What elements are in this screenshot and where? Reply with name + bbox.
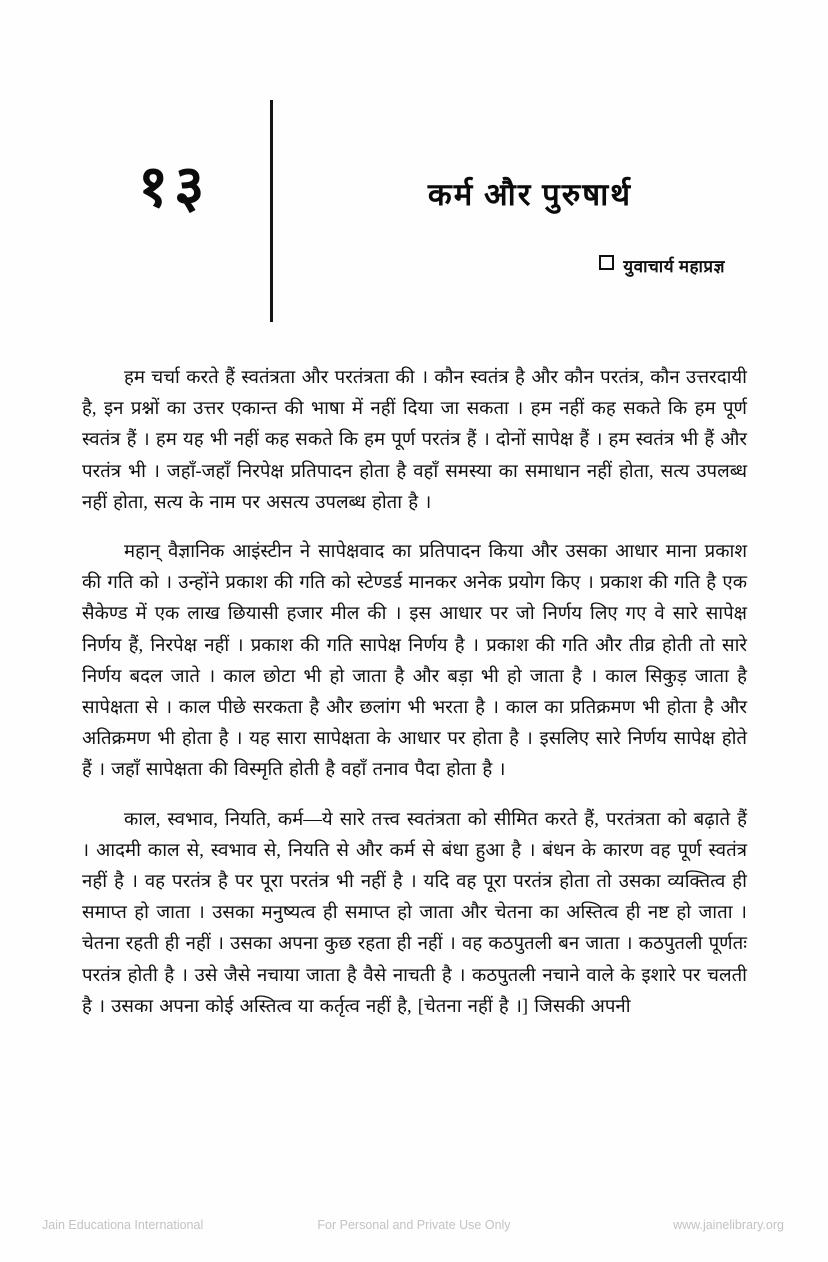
- footer-organization: Jain Educationa International: [42, 1218, 204, 1232]
- chapter-title: कर्म और पुरुषार्थ: [427, 177, 633, 212]
- paragraph: काल, स्वभाव, नियति, कर्म—ये सारे तत्त्व स्वतंत्रता को सीमित करते हैं, परतंत्रता को बढ़ाते हैं । आदमी काल से, स्वभाव से, नियति से और कर्म से बंधा हुआ है । बंधन के कारण वह पूर्ण स्वतंत्र नहीं है । वह परतंत्र है पर पूरा परतंत्र भी नहीं है । यदि वह पूरा परतंत्र होता तो उसका व्यक्तित्व ही समाप्त हो जाता । उसका मनुष्यत्व ही समाप्त हो जाता और चेतना का अस्तित्व ही नष्ट हो जाता । चेतना रहती ही नहीं । उसका अपना कुछ रहता ही नहीं । वह कठपुतली बन जाता । कठपुतली पूर्णतः परतंत्र होती है । उसे जैसे नचाया जाता है वैसे नाचती है । कठपुतली नचाने वाले के इशारे पर चलती है । उसका अपना कोई अस्तित्व या कर्तृत्व नहीं है, [चेतना नहीं है ।] जिसकी अपनी: [82, 808, 747, 1017]
- header-vertical-rule: [270, 100, 273, 322]
- page-footer: [0, 1218, 828, 1242]
- chapter-number: १३: [138, 154, 211, 219]
- chapter-header: [0, 96, 828, 326]
- paragraph: महान् वैज्ञानिक आइंस्टीन ने सापेक्षवाद का प्रतिपादन किया और उसका आधार माना प्रकाश की गति को । उन्होंने प्रकाश की गति को स्टेण्डर्ड मानकर अनेक प्रयोग किए । प्रकाश की गति है एक सैकेण्ड में एक लाख छियासी हजार मील की । इस आधार पर जो निर्णय लिए गए वे सारे सापेक्ष निर्णय हैं, निरपेक्ष नहीं । प्रकाश की गति सापेक्ष निर्णय है । प्रकाश की गति और तीव्र होती तो सारे निर्णय बदल जाते । काल छोटा भी हो जाता है और बड़ा भी हो जाता है । काल सिकुड़ जाता है सापेक्षता से । काल पीछे सरकता है और छलांग भी भरता है । काल का प्रतिक्रमण भी होता है और अतिक्रमण भी होता है । यह सारा सापेक्षता के आधार पर होता है । इसलिए सारे निर्णय सापेक्ष होते हैं । जहाँ सापेक्षता की विस्मृति होती है वहाँ तनाव पैदा होता है ।: [82, 541, 747, 781]
- paragraph: हम चर्चा करते हैं स्वतंत्रता और परतंत्रता की । कौन स्वतंत्र है और कौन परतंत्र, कौन उत्तरदायी है, इन प्रश्नों का उत्तर एकान्त की भाषा में नहीं दिया जा सकता । हम नहीं कह सकते कि हम पूर्ण स्वतंत्र हैं । हम यह भी नहीं कह सकते कि हम पूर्ण परतंत्र हैं । दोनों सापेक्ष हैं । हम स्वतंत्र भी हैं और परतंत्र भी । जहाँ-जहाँ निरपेक्ष प्रतिपादन होता है वहाँ समस्या का समाधान नहीं होता, सत्य उपलब्ध नहीं होता, सत्य के नाम पर असत्य उपलब्ध होता है ।: [82, 367, 747, 513]
- footer-website[interactable]: www.jainelibrary.org: [673, 1218, 784, 1232]
- footer-usage-notice: For Personal and Private Use Only: [317, 1218, 511, 1232]
- author-name: युवाचार्य महाप्रज्ञ: [623, 257, 725, 276]
- square-bullet-icon: [599, 255, 614, 270]
- author-byline: [300, 254, 725, 277]
- body-text: [82, 362, 747, 1022]
